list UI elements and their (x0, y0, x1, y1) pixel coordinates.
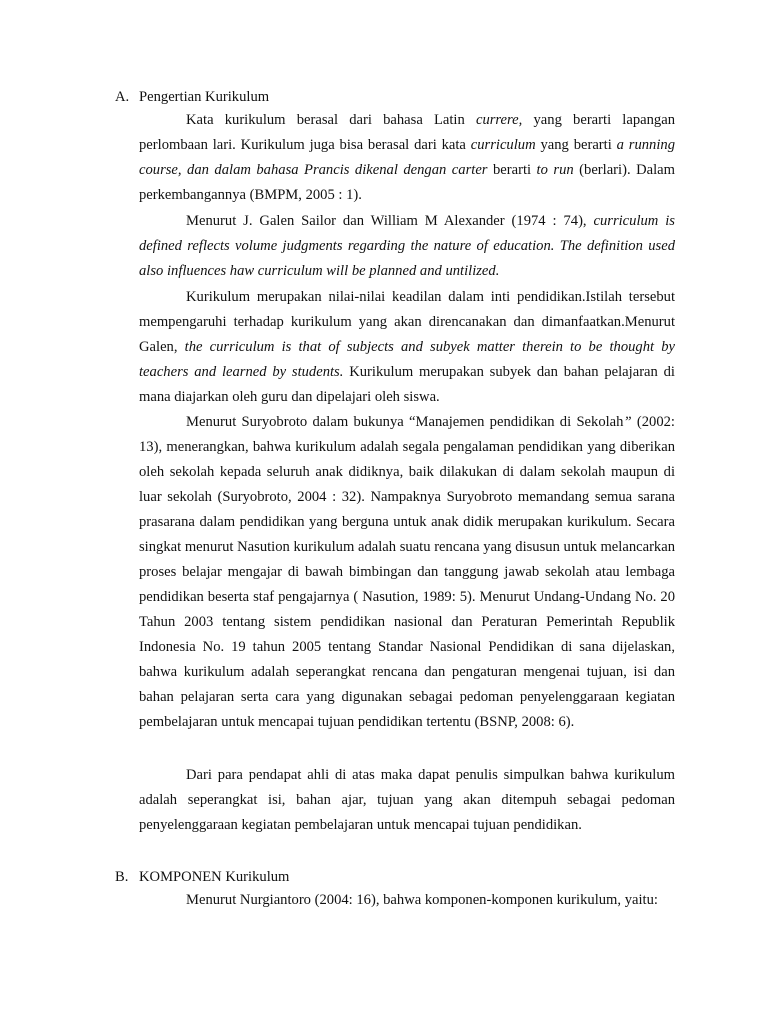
text-run: Menurut J. Galen Sailor dan William M Alexander (1974 : 74), (186, 213, 594, 229)
text-run: berarti (487, 162, 537, 178)
text-run: yang berarti lapangan perlombaan lari. Kurikulum juga bisa berasal dari kata (139, 112, 675, 153)
section-title: KOMPONEN Kurikulum (139, 869, 290, 885)
text-run: Dari para pendapat ahli di atas maka dapat penulis simpulkan bahwa kurikulum adalah seperangkat isi, bahan ajar, tujuan yang akan ditempuh sebagai pedoman penyelenggaraan kegiatan pembelajaran untuk mencapai tujuan pendidikan. (139, 767, 675, 833)
paragraph (139, 410, 675, 735)
italic-text: curriculum (470, 137, 536, 153)
italic-text: to run (536, 162, 574, 178)
paragraph (139, 763, 675, 838)
italic-text: currere, (475, 112, 523, 128)
text-run: (2002: 13), menerangkan, bahwa kurikulum adalah segala pengalaman pendidikan yang diberikan oleh sekolah kepada seluruh anak didiknya, baik dilakukan di dalam sekolah maupun di luar sekolah (Suryobroto, 2004 : 32). Nampaknya Suryobroto memandang semua sarana prasarana dalam pendidikan yang berguna untuk anak didik merupakan kurikulum. Secara singkat menurut Nasution kurikulum adalah suatu rencana yang disusun untuk melancarkan proses belajar mengajar di bawah bimbingan dan tanggung jawab sekolah atau lembaga pendidikan beserta staf pengajarnya ( Nasution, 1989: 5). Menurut Undang-Undang No. 20 Tahun 2003 tentang sistem pendidikan nasional dan Peraturan Pemerintah Republik Indonesia No. 19 tahun 2005 tentang Standar Nasional Pendidikan di sana dijelaskan, bahwa kurikulum adalah seperangkat rencana dan pengaturan mengenai tujuan, isi dan bahan pelajaran serta cara yang digunakan sebagai pedoman penyelenggaraan kegiatan pembelajaran untuk mencapai tujuan pendidikan tertentu (BSNP, 2008: 6). (139, 414, 675, 730)
paragraph (139, 285, 675, 410)
text-run: Kata kurikulum berasal dari bahasa Latin (186, 112, 476, 128)
section-title: Pengertian Kurikulum (139, 89, 270, 105)
text-run: (berlari). Dalam perkembangannya (BMPM, 2005 : 1). (139, 162, 675, 203)
text-run: yang berarti (535, 137, 617, 153)
text-run: Menurut Nurgiantoro (2004: 16), bahwa komponen-komponen kurikulum, yaitu: (186, 892, 658, 908)
italic-text: curriculum is defined reflects volume judgments regarding the nature of education. The definition used also influences haw curriculum will be planned and untilized. (139, 213, 675, 279)
section-heading-b (115, 866, 289, 888)
section-heading-a (115, 86, 269, 108)
text-run: Kurikulum merupakan subyek dan bahan pelajaran di mana diajarkan oleh guru dan dipelajari oleh siswa. (139, 364, 675, 405)
text-run: Menurut Suryobroto dalam bukunya “Manajemen pendidikan di Sekolah (186, 414, 624, 430)
italic-text: ” (623, 414, 632, 430)
text-run: Kurikulum merupakan nilai-nilai keadilan dalam inti pendidikan.Istilah tersebut mempengaruhi terhadap kurikulum yang akan direncanakan dan dimanfaatkan.Menurut Galen, (139, 289, 675, 355)
paragraph (139, 888, 675, 913)
italic-text: a running course, dan dalam bahasa Prancis dikenal dengan carter (139, 137, 675, 178)
section-letter: A. (115, 89, 130, 105)
italic-text: the curriculum is that of subjects and subyek matter therein to be thought by teachers and learned by students. (139, 339, 675, 380)
section-letter: B. (115, 869, 129, 885)
paragraph (139, 108, 675, 208)
paragraph (139, 209, 675, 284)
